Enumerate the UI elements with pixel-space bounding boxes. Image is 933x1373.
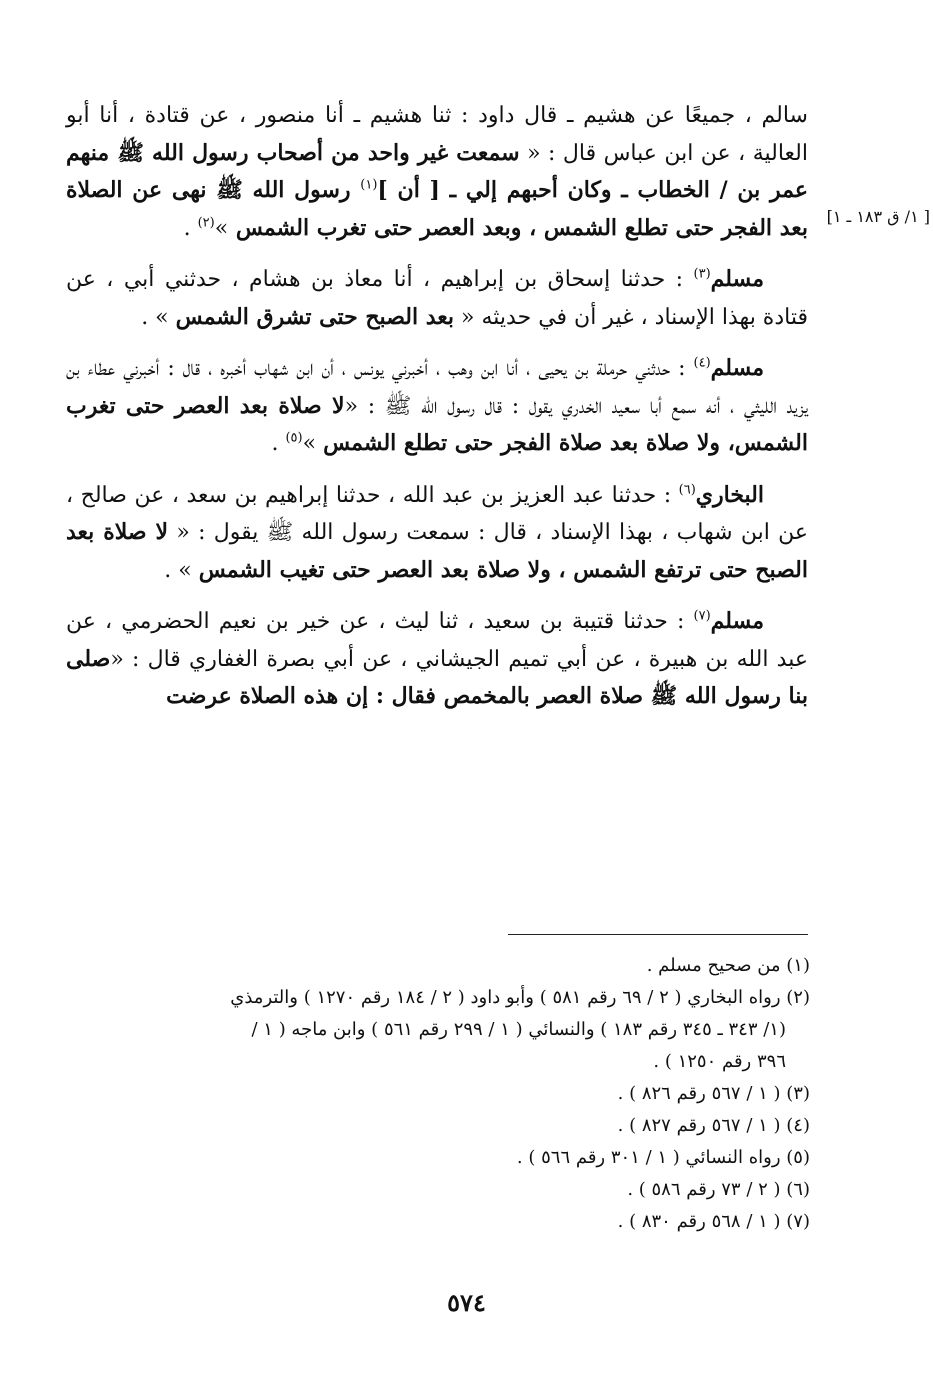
text-run: : حدثنا قتيبة بن سعيد ، ثنا ليث ، عن خير بن نعيم الحضرمي ، عن عبد الله بن هبيرة ، عن أبي تميم الجيشاني ، عن أبي بصرة الغفاري قال : « bbox=[66, 609, 808, 672]
hadith-text: صلى بنا رسول الله ﷺ صلاة العصر بالمخمص فقال : إن هذه الصلاة عرضت bbox=[66, 645, 808, 709]
text-run: » . bbox=[164, 557, 199, 583]
footnote-ref: (٤) bbox=[693, 355, 711, 371]
hadith-text: لا صلاة بعد العصر حتى تغرب الشمس، ولا صلاة بعد صلاة الفجر حتى تطلع الشمس bbox=[66, 392, 808, 456]
footnote-ref: (٧) bbox=[693, 608, 711, 624]
paragraph-1 bbox=[66, 98, 808, 247]
text-run: . bbox=[183, 215, 198, 241]
footnote-continuation: (١/ ٣٤٣ ـ ٣٤٥ رقم ١٨٣ ) والنسائي ( ١ / ٢٩٩ رقم ٥٦١ ) وابن ماجه ( ١ / bbox=[251, 1019, 786, 1040]
source-name: مسلم bbox=[710, 266, 764, 292]
footnote-continuation: ٣٩٦ رقم ١٢٥٠ ) . bbox=[653, 1051, 786, 1072]
footnote: (٢) رواه البخاري ( ٢ / ٦٩ رقم ٥٨١ ) وأبو داود ( ٢ / ١٨٤ رقم ١٢٧٠ ) والترمذي bbox=[230, 987, 810, 1008]
footnote: (١) من صحيح مسلم . bbox=[646, 955, 810, 976]
paragraph-3 bbox=[66, 350, 808, 463]
footnote: (٤) ( ١ / ٥٦٧ رقم ٨٢٧ ) . bbox=[617, 1115, 810, 1136]
footnote-ref: (٥) bbox=[285, 430, 303, 446]
text-run: : حدثني حرملة بن يحيى ، أنا ابن وهب ، أخبرني يونس ، أن ابن شهاب أخبره ، قال : أخبرني عطاء بن يزيد الليثي ، أنه سمع أبا سعيد الخدري يقول : قال رسول الله ﷺ : « bbox=[66, 356, 808, 419]
source-name: مسلم bbox=[710, 608, 764, 634]
text-run: » . bbox=[141, 304, 176, 330]
text-run: » bbox=[302, 431, 324, 456]
footnote-divider bbox=[508, 934, 808, 935]
text-run: » bbox=[214, 215, 229, 241]
footnote: (٧) ( ١ / ٥٦٨ رقم ٨٣٠ ) . bbox=[617, 1211, 810, 1232]
source-name: مسلم bbox=[710, 355, 764, 381]
footnotes bbox=[40, 950, 810, 1238]
footnote-ref: (٣) bbox=[693, 266, 711, 282]
text-run: سالم ، جميعًا عن هشيم ـ قال داود : ثنا هشيم ـ أنا منصور ، عن قتادة ، أنا أبو العالية ، عن ابن عباس قال : « bbox=[66, 103, 808, 166]
footnote-ref: (٦) bbox=[678, 482, 696, 498]
footnote-ref: (٢) bbox=[197, 215, 215, 231]
main-text bbox=[66, 98, 808, 730]
paragraph-4 bbox=[66, 477, 808, 590]
paragraph-5 bbox=[66, 603, 808, 716]
text-run: . bbox=[271, 431, 286, 456]
footnote: (٦) ( ٢ / ٧٣ رقم ٥٨٦ ) . bbox=[627, 1179, 810, 1200]
footnote-ref: (١) bbox=[360, 177, 378, 193]
hadith-text: بعد الصبح حتى تشرق الشمس bbox=[175, 303, 455, 330]
hadith-text: سمعت غير واحد من أصحاب رسول الله ﷺ منهم عمر بن / الخطاب ـ وكان أحبهم إلي ـ [ أن ] bbox=[66, 139, 808, 203]
hadith-text: لا صلاة بعد الصبح حتى ترتفع الشمس ، ولا صلاة بعد العصر حتى تغيب الشمس bbox=[66, 519, 808, 583]
page-number: ٥٧٤ bbox=[447, 1288, 486, 1317]
paragraph-2 bbox=[66, 261, 808, 336]
source-name: البخاري bbox=[695, 481, 764, 508]
hadith-text: رسول الله ﷺ نهى عن الصلاة بعد الفجر حتى تطلع الشمس ، وبعد العصر حتى تغرب الشمس bbox=[66, 177, 808, 241]
text-run: : حدثنا إسحاق بن إبراهيم ، أنا معاذ بن هشام ، حدثني أبي ، عن قتادة بهذا الإسناد ، غير أن في حديثه « bbox=[66, 267, 808, 330]
margin-manuscript-reference: [ ١/ ق ١٨٣ ـ ١] bbox=[826, 207, 930, 226]
text-run: : حدثنا عبد العزيز بن عبد الله ، حدثنا إبراهيم بن سعد ، عن صالح ، عن ابن شهاب ، بهذا الإسناد ، قال : سمعت رسول الله ﷺ يقول : « bbox=[66, 482, 809, 545]
footnote: (٥) رواه النسائي ( ١ / ٣٠١ رقم ٥٦٦ ) . bbox=[516, 1147, 810, 1168]
footnote: (٣) ( ١ / ٥٦٧ رقم ٨٢٦ ) . bbox=[617, 1083, 810, 1104]
